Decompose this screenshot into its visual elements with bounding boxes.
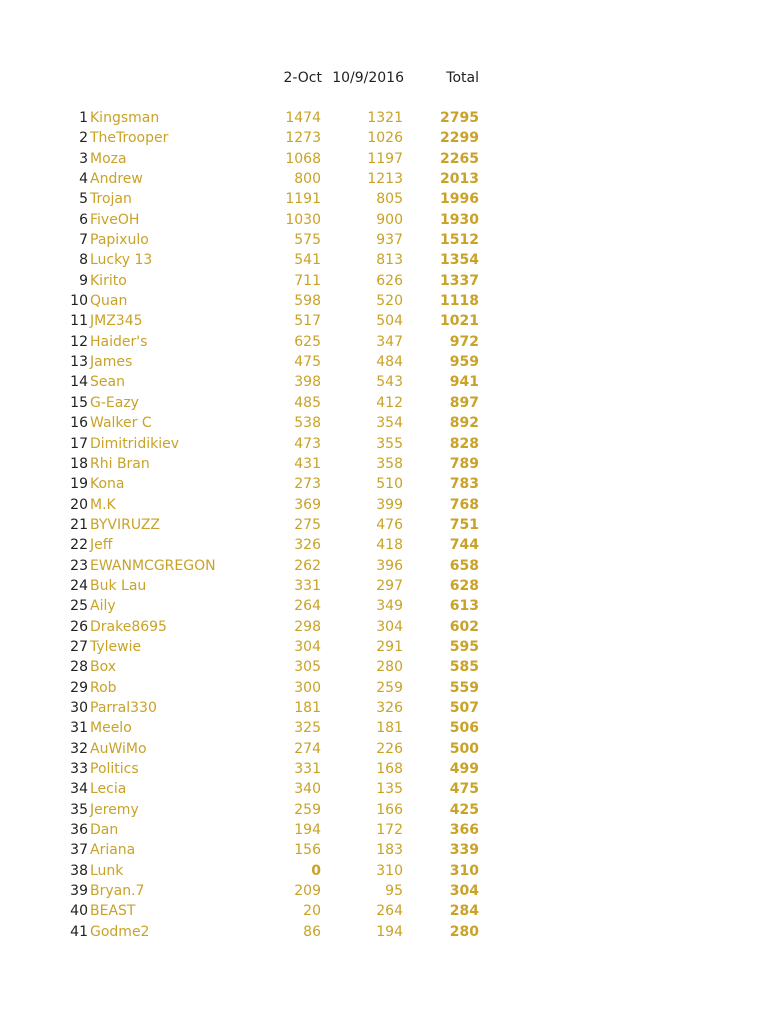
column-header-total: Total: [446, 70, 479, 86]
total-cell: 2299: [440, 130, 479, 147]
score-2-oct-cell: 485: [294, 394, 321, 411]
total-cell: 941: [449, 374, 479, 391]
total-cell: 602: [449, 618, 479, 635]
table-row: [0, 372, 768, 392]
player-name-cell: Tylewie: [90, 638, 142, 655]
table-row: [0, 311, 768, 331]
score-10-9-2016-cell: 412: [376, 394, 403, 411]
score-2-oct-cell: 305: [294, 659, 321, 676]
table-row: [0, 291, 768, 311]
table-row: [0, 271, 768, 291]
total-cell: 751: [449, 516, 479, 533]
rank-cell: 38: [70, 862, 88, 879]
player-name-cell: BEAST: [90, 903, 136, 920]
score-2-oct-cell: 575: [294, 232, 321, 249]
table-row: [0, 189, 768, 209]
total-cell: 284: [449, 903, 479, 920]
score-10-9-2016-cell: 226: [376, 740, 403, 757]
score-2-oct-cell: 541: [294, 252, 321, 269]
total-cell: 506: [449, 720, 479, 737]
rank-cell: 8: [79, 252, 88, 269]
score-2-oct-cell: 711: [294, 272, 321, 289]
score-10-9-2016-cell: 280: [376, 659, 403, 676]
player-name-cell: Trojan: [90, 191, 132, 208]
player-name-cell: Politics: [90, 761, 139, 777]
player-name-cell: Lunk: [90, 862, 124, 879]
score-10-9-2016-cell: 304: [376, 618, 403, 635]
rank-cell: 14: [70, 374, 88, 391]
table-row: [0, 759, 768, 779]
player-name-cell: Bryan.7: [90, 883, 145, 900]
total-cell: 304: [449, 883, 479, 900]
table-row: [0, 698, 768, 718]
score-10-9-2016-cell: 297: [376, 577, 403, 594]
score-2-oct-cell: 331: [294, 761, 321, 777]
rank-cell: 29: [70, 679, 88, 696]
score-10-9-2016-cell: 291: [376, 638, 403, 655]
score-2-oct-cell: 538: [294, 415, 321, 432]
total-cell: 2265: [440, 150, 479, 167]
table-row: [0, 413, 768, 433]
score-10-9-2016-cell: 181: [376, 720, 403, 737]
total-cell: 658: [449, 557, 479, 574]
score-10-9-2016-cell: 1026: [367, 130, 403, 147]
score-10-9-2016-cell: 95: [385, 883, 403, 900]
total-cell: 595: [449, 638, 479, 655]
column-header-2-oct: 2-Oct: [283, 70, 322, 86]
player-name-cell: AuWiMo: [90, 740, 147, 757]
total-cell: 1118: [440, 293, 479, 310]
table-row: [0, 169, 768, 189]
table-row: [0, 128, 768, 148]
player-name-cell: BYVIRUZZ: [90, 516, 161, 533]
table-row: [0, 840, 768, 860]
leaderboard-rows: [0, 108, 768, 942]
table-row: [0, 739, 768, 759]
rank-cell: 41: [70, 923, 88, 940]
score-2-oct-cell: 86: [303, 923, 321, 940]
player-name-cell: Rob: [90, 679, 117, 696]
column-header-10-9-2016: 10/9/2016: [332, 70, 404, 86]
table-row: [0, 576, 768, 596]
score-2-oct-cell: 1191: [285, 191, 321, 208]
rank-cell: 3: [79, 150, 88, 167]
rank-cell: 10: [70, 293, 88, 310]
score-10-9-2016-cell: 310: [376, 862, 403, 879]
score-10-9-2016-cell: 1197: [367, 150, 403, 167]
player-name-cell: James: [90, 354, 133, 371]
table-row: [0, 556, 768, 576]
rank-cell: 16: [70, 415, 88, 432]
table-row: [0, 637, 768, 657]
total-cell: 1996: [440, 191, 479, 208]
rank-cell: 6: [79, 211, 88, 228]
total-cell: 280: [449, 923, 479, 940]
total-cell: 744: [449, 537, 479, 554]
table-row: [0, 535, 768, 555]
score-2-oct-cell: 1030: [285, 211, 321, 228]
score-2-oct-cell: 431: [294, 455, 321, 472]
score-10-9-2016-cell: 264: [376, 903, 403, 920]
total-cell: 310: [449, 862, 479, 879]
rank-cell: 39: [70, 883, 88, 900]
score-10-9-2016-cell: 900: [376, 211, 403, 228]
score-2-oct-cell: 259: [294, 801, 321, 818]
rank-cell: 35: [70, 801, 88, 818]
total-cell: 897: [449, 394, 479, 411]
table-row: [0, 617, 768, 637]
score-10-9-2016-cell: 813: [376, 252, 403, 269]
score-2-oct-cell: 0: [311, 862, 321, 879]
total-cell: 1930: [440, 211, 479, 228]
rank-cell: 19: [70, 476, 88, 493]
table-row: [0, 352, 768, 372]
score-10-9-2016-cell: 1321: [367, 110, 403, 126]
table-row: [0, 108, 768, 128]
player-name-cell: Walker C: [90, 415, 152, 432]
score-2-oct-cell: 517: [294, 313, 321, 330]
player-name-cell: Jeremy: [90, 801, 139, 818]
score-2-oct-cell: 326: [294, 537, 321, 554]
total-cell: 892: [449, 415, 479, 432]
player-name-cell: Haider's: [90, 333, 148, 350]
player-name-cell: Sean: [90, 374, 125, 391]
score-10-9-2016-cell: 358: [376, 455, 403, 472]
table-row: [0, 474, 768, 494]
rank-cell: 9: [79, 272, 88, 289]
score-2-oct-cell: 20: [303, 903, 321, 920]
rank-cell: 27: [70, 638, 88, 655]
player-name-cell: Rhi Bran: [90, 455, 150, 472]
table-row: [0, 800, 768, 820]
table-row: [0, 820, 768, 840]
table-row: [0, 332, 768, 352]
total-cell: 475: [449, 781, 479, 798]
total-cell: 768: [449, 496, 479, 513]
score-2-oct-cell: 300: [294, 679, 321, 696]
score-2-oct-cell: 331: [294, 577, 321, 594]
rank-cell: 7: [79, 232, 88, 249]
score-2-oct-cell: 1273: [285, 130, 321, 147]
table-row: [0, 434, 768, 454]
player-name-cell: Box: [90, 659, 117, 676]
table-row: [0, 922, 768, 942]
rank-cell: 37: [70, 842, 88, 859]
rank-cell: 23: [70, 557, 88, 574]
score-10-9-2016-cell: 418: [376, 537, 403, 554]
total-cell: 1021: [440, 313, 479, 330]
rank-cell: 31: [70, 720, 88, 737]
total-cell: 783: [449, 476, 479, 493]
table-row: [0, 718, 768, 738]
table-row: [0, 657, 768, 677]
player-name-cell: Parral330: [90, 699, 157, 716]
player-name-cell: Kingsman: [90, 110, 160, 126]
player-name-cell: Kona: [90, 476, 125, 493]
score-10-9-2016-cell: 172: [376, 822, 403, 839]
score-10-9-2016-cell: 626: [376, 272, 403, 289]
score-10-9-2016-cell: 805: [376, 191, 403, 208]
rank-cell: 1: [79, 110, 88, 126]
table-row: [0, 861, 768, 881]
score-2-oct-cell: 275: [294, 516, 321, 533]
player-name-cell: Ariana: [90, 842, 136, 859]
total-cell: 507: [449, 699, 479, 716]
score-2-oct-cell: 264: [294, 598, 321, 615]
rank-cell: 40: [70, 903, 88, 920]
player-name-cell: EWANMCGREGON: [90, 557, 216, 574]
score-2-oct-cell: 273: [294, 476, 321, 493]
total-cell: 339: [449, 842, 479, 859]
score-10-9-2016-cell: 326: [376, 699, 403, 716]
player-name-cell: Dimitridikiev: [90, 435, 180, 452]
total-cell: 828: [449, 435, 479, 452]
total-cell: 613: [449, 598, 479, 615]
score-2-oct-cell: 194: [294, 822, 321, 839]
player-name-cell: Drake8695: [90, 618, 167, 635]
total-cell: 1354: [440, 252, 479, 269]
total-cell: 559: [449, 679, 479, 696]
score-10-9-2016-cell: 520: [376, 293, 403, 310]
player-name-cell: Dan: [90, 822, 119, 839]
score-2-oct-cell: 398: [294, 374, 321, 391]
player-name-cell: Papixulo: [90, 232, 149, 249]
total-cell: 789: [449, 455, 479, 472]
total-cell: 2795: [440, 110, 479, 126]
table-row: [0, 250, 768, 270]
score-10-9-2016-cell: 194: [376, 923, 403, 940]
total-cell: 1512: [440, 232, 479, 249]
score-10-9-2016-cell: 543: [376, 374, 403, 391]
score-10-9-2016-cell: 399: [376, 496, 403, 513]
score-10-9-2016-cell: 1213: [367, 171, 403, 188]
score-10-9-2016-cell: 354: [376, 415, 403, 432]
player-name-cell: Kirito: [90, 272, 127, 289]
rank-cell: 17: [70, 435, 88, 452]
rank-cell: 33: [70, 761, 88, 777]
rank-cell: 30: [70, 699, 88, 716]
player-name-cell: Lecia: [90, 781, 127, 798]
rank-cell: 26: [70, 618, 88, 635]
score-2-oct-cell: 325: [294, 720, 321, 737]
score-2-oct-cell: 181: [294, 699, 321, 716]
player-name-cell: Buk Lau: [90, 577, 147, 594]
score-10-9-2016-cell: 510: [376, 476, 403, 493]
score-2-oct-cell: 1474: [285, 110, 321, 126]
table-row: [0, 881, 768, 901]
player-name-cell: Jeff: [90, 537, 113, 554]
score-10-9-2016-cell: 349: [376, 598, 403, 615]
table-row: [0, 515, 768, 535]
score-10-9-2016-cell: 476: [376, 516, 403, 533]
score-2-oct-cell: 274: [294, 740, 321, 757]
total-cell: 585: [449, 659, 479, 676]
rank-cell: 12: [70, 333, 88, 350]
score-2-oct-cell: 156: [294, 842, 321, 859]
total-cell: 425: [449, 801, 479, 818]
player-name-cell: Andrew: [90, 171, 143, 188]
rank-cell: 13: [70, 354, 88, 371]
score-2-oct-cell: 262: [294, 557, 321, 574]
player-name-cell: Moza: [90, 150, 127, 167]
player-name-cell: G-Eazy: [90, 394, 139, 411]
player-name-cell: FiveOH: [90, 211, 140, 228]
rank-cell: 22: [70, 537, 88, 554]
score-10-9-2016-cell: 259: [376, 679, 403, 696]
rank-cell: 25: [70, 598, 88, 615]
score-2-oct-cell: 298: [294, 618, 321, 635]
table-row: [0, 149, 768, 169]
score-10-9-2016-cell: 166: [376, 801, 403, 818]
rank-cell: 24: [70, 577, 88, 594]
score-10-9-2016-cell: 168: [376, 761, 403, 777]
score-10-9-2016-cell: 504: [376, 313, 403, 330]
total-cell: 959: [449, 354, 479, 371]
total-cell: 366: [449, 822, 479, 839]
player-name-cell: Quan: [90, 293, 128, 310]
rank-cell: 4: [79, 171, 88, 188]
rank-cell: 2: [79, 130, 88, 147]
total-cell: 628: [449, 577, 479, 594]
rank-cell: 34: [70, 781, 88, 798]
score-2-oct-cell: 304: [294, 638, 321, 655]
rank-cell: 15: [70, 394, 88, 411]
score-10-9-2016-cell: 183: [376, 842, 403, 859]
player-name-cell: JMZ345: [90, 313, 143, 330]
rank-cell: 11: [70, 313, 88, 330]
table-row: [0, 596, 768, 616]
rank-cell: 36: [70, 822, 88, 839]
rank-cell: 5: [79, 191, 88, 208]
rank-cell: 20: [70, 496, 88, 513]
score-2-oct-cell: 800: [294, 171, 321, 188]
table-row: [0, 210, 768, 230]
total-cell: 1337: [440, 272, 479, 289]
score-2-oct-cell: 369: [294, 496, 321, 513]
score-2-oct-cell: 209: [294, 883, 321, 900]
score-10-9-2016-cell: 135: [376, 781, 403, 798]
table-row: [0, 901, 768, 921]
header-row: [0, 68, 768, 88]
score-2-oct-cell: 625: [294, 333, 321, 350]
total-cell: 499: [449, 761, 479, 777]
score-10-9-2016-cell: 396: [376, 557, 403, 574]
player-name-cell: M.K: [90, 496, 116, 513]
table-row: [0, 230, 768, 250]
score-2-oct-cell: 475: [294, 354, 321, 371]
table-row: [0, 678, 768, 698]
table-row: [0, 495, 768, 515]
score-2-oct-cell: 473: [294, 435, 321, 452]
table-row: [0, 393, 768, 413]
player-name-cell: Aily: [90, 598, 116, 615]
player-name-cell: TheTrooper: [90, 130, 169, 147]
rank-cell: 28: [70, 659, 88, 676]
rank-cell: 18: [70, 455, 88, 472]
table-row: [0, 454, 768, 474]
player-name-cell: Godme2: [90, 923, 150, 940]
score-10-9-2016-cell: 355: [376, 435, 403, 452]
table-row: [0, 779, 768, 799]
total-cell: 972: [449, 333, 479, 350]
total-cell: 2013: [440, 171, 479, 188]
score-10-9-2016-cell: 937: [376, 232, 403, 249]
score-2-oct-cell: 598: [294, 293, 321, 310]
score-2-oct-cell: 1068: [285, 150, 321, 167]
score-10-9-2016-cell: 484: [376, 354, 403, 371]
player-name-cell: Meelo: [90, 720, 132, 737]
score-10-9-2016-cell: 347: [376, 333, 403, 350]
player-name-cell: Lucky 13: [90, 252, 153, 269]
rank-cell: 32: [70, 740, 88, 757]
rank-cell: 21: [70, 516, 88, 533]
score-2-oct-cell: 340: [294, 781, 321, 798]
total-cell: 500: [449, 740, 479, 757]
